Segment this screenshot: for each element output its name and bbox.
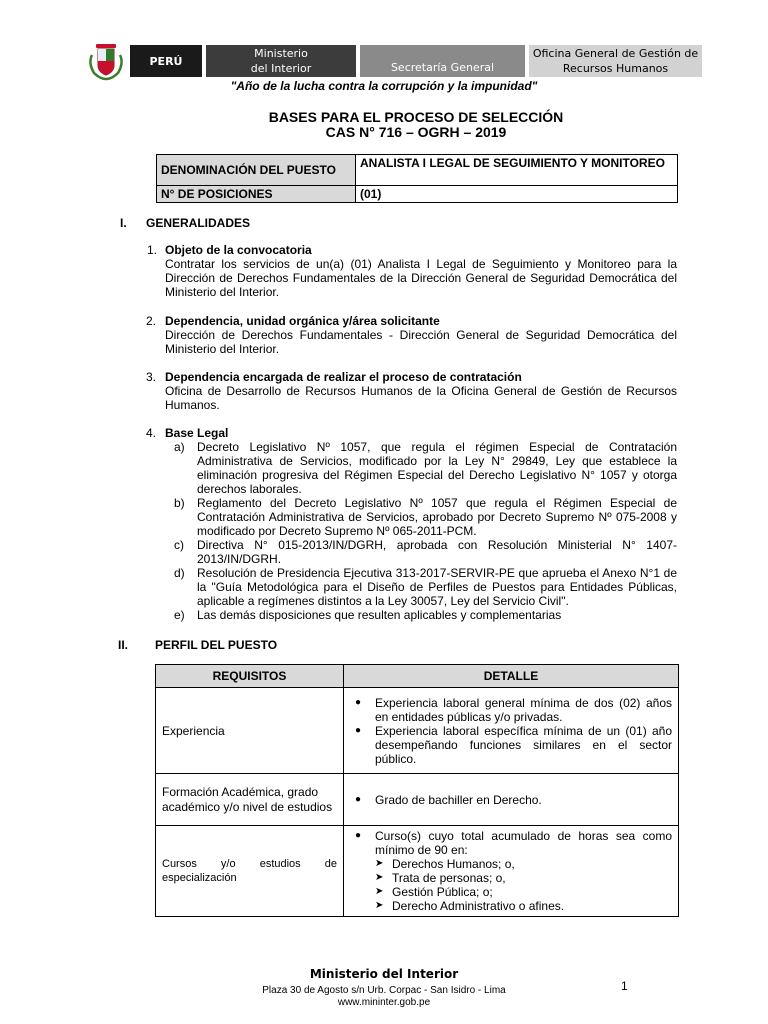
arrow-bullet-icon: ➤ bbox=[375, 886, 384, 897]
page-number: 1 bbox=[621, 979, 628, 993]
sub-item-letter: c) bbox=[174, 538, 184, 552]
item-number: 2. bbox=[146, 314, 157, 328]
section-heading-generalidades: GENERALIDADES bbox=[146, 216, 251, 230]
sub-item-text: Las demás disposiciones que resulten aplicables y complementarias bbox=[197, 608, 562, 622]
column-header-requisitos: REQUISITOS bbox=[156, 665, 344, 688]
table-row bbox=[156, 826, 679, 917]
document-subtitle: CAS N° 716 – OGRH – 2019 bbox=[325, 124, 507, 140]
position-name-value: ANALISTA I LEGAL DE SEGUIMIENTO Y MONITOREO bbox=[356, 155, 678, 186]
bullet-icon: ● bbox=[355, 724, 362, 736]
ministry-label: Ministerio del Interior bbox=[206, 45, 356, 77]
item-number: 3. bbox=[146, 370, 157, 384]
detail-bullet: ● Curso(s) cuyo total acumulado de horas sea como mínimo de 90 en: bbox=[355, 829, 672, 857]
sub-item-letter: e) bbox=[174, 608, 185, 622]
office-label: Oficina General de Gestión de Recursos Humanos bbox=[529, 45, 702, 77]
item-heading: Base Legal bbox=[165, 426, 229, 440]
arrow-bullet-icon: ➤ bbox=[375, 872, 384, 883]
arrow-bullet-icon: ➤ bbox=[375, 858, 384, 869]
detail-subitem: ➤ Derechos Humanos; o, bbox=[375, 857, 515, 871]
detail-subitem: ➤ Gestión Pública; o; bbox=[375, 885, 493, 899]
country-label: PERÚ bbox=[130, 45, 202, 77]
sub-item-letter: a) bbox=[174, 440, 185, 454]
bullet-icon: ● bbox=[355, 696, 362, 708]
footer-website-link[interactable]: www.mininter.gob.pe bbox=[337, 997, 431, 1008]
sub-item-letter: b) bbox=[174, 496, 185, 510]
requirement-cell: Cursos y/o estudios de especialización bbox=[156, 826, 344, 917]
secretariat-label: Secretaría General bbox=[360, 45, 525, 77]
item-text: Contratar los servicios de un(a) (01) Analista I Legal de Seguimiento y Monitoreo para la Dirección de Derechos Fundamentales de la Dirección General de Seguridad Democrática del Ministerio del Interior. bbox=[165, 257, 677, 299]
document-title: BASES PARA EL PROCESO DE SELECCIÓN bbox=[268, 109, 564, 125]
table-row bbox=[156, 774, 679, 826]
table-row bbox=[156, 688, 679, 774]
detail-cell bbox=[344, 774, 679, 826]
list-item bbox=[165, 370, 677, 412]
sub-item-text: Decreto Legislativo Nº 1057, que regula el régimen Especial de Contratación Administrativa de Servicios, modificado por la Ley N° 29849, Ley que establece la eliminación progresiva del Régimen Especial del Derecho Legislativo N° 1057 y otorga derechos laborales. bbox=[197, 440, 677, 496]
item-text: Oficina de Desarrollo de Recursos Humanos de la Oficina General de Gestión de Recursos Humanos. bbox=[165, 384, 677, 412]
requirement-cell: Experiencia bbox=[156, 688, 344, 774]
sub-item-text: Resolución de Presidencia Ejecutiva 313-2017-SERVIR-PE que aprueba el Anexo N°1 de la "Guía Metodológica para el Diseño de Perfiles de Puestos para Entidades Públicas, aplicable a regímenes distintos a la Ley 30057, Ley del Servicio Civil". bbox=[197, 566, 677, 608]
bullet-icon: ● bbox=[355, 830, 362, 841]
item-text: Dirección de Derechos Fundamentales - Dirección General de Seguridad Democrática del Ministerio del Interior. bbox=[165, 328, 677, 356]
arrow-bullet-icon: ➤ bbox=[375, 900, 384, 911]
item-number: 4. bbox=[146, 426, 157, 440]
positions-count-value: (01) bbox=[356, 186, 678, 203]
list-item bbox=[165, 314, 677, 356]
footer-address: Plaza 30 de Agosto s/n Urb. Corpac - San Isidro - Lima www.mininter.gob.pe bbox=[0, 985, 768, 1009]
item-heading: Dependencia, unidad orgánica y/área solicitante bbox=[165, 314, 440, 328]
position-name-label: DENOMINACIÓN DEL PUESTO bbox=[157, 155, 356, 186]
footer-title: Ministerio del Interior bbox=[309, 967, 459, 981]
detail-bullet: ● Experiencia laboral general mínima de dos (02) años en entidades públicas y/o privadas. bbox=[355, 695, 672, 724]
positions-count-label: N° DE POSICIONES bbox=[157, 186, 356, 203]
detail-subitem: ➤ Derecho Administrativo o afines. bbox=[375, 899, 565, 913]
sub-item-letter: d) bbox=[174, 566, 185, 580]
peru-coat-of-arms-icon bbox=[86, 41, 126, 81]
profile-table bbox=[155, 664, 679, 917]
detail-subitem: ➤ Trata de personas; o, bbox=[375, 871, 506, 885]
section-roman-2: II. bbox=[118, 638, 129, 652]
requirement-cell: Formación Académica, grado académico y/o nivel de estudios bbox=[156, 774, 344, 826]
bullet-icon: ● bbox=[355, 793, 362, 805]
sub-item-text: Reglamento del Decreto Legislativo Nº 1057 que regula el Régimen Especial de Contratación Administrativa de Servicios, aprobado por Decreto Supremo Nº 075-2008 y modificado por Decreto Supremo Nº 065-2011-PCM. bbox=[197, 496, 677, 538]
position-table bbox=[156, 154, 678, 203]
detail-bullet: ● Experiencia laboral específica mínima de un (01) año desempeñando funciones similares en el sector público. bbox=[355, 723, 672, 766]
item-heading: Objeto de la convocatoria bbox=[165, 243, 312, 257]
list-item bbox=[165, 243, 677, 299]
column-header-detalle: DETALLE bbox=[344, 665, 679, 688]
item-number: 1. bbox=[147, 243, 158, 257]
detail-cell bbox=[344, 826, 679, 917]
section-roman-1: I. bbox=[120, 216, 127, 230]
year-motto: "Año de la lucha contra la corrupción y la impunidad" bbox=[230, 79, 538, 93]
detail-cell bbox=[344, 688, 679, 774]
item-heading: Dependencia encargada de realizar el proceso de contratación bbox=[165, 370, 522, 384]
sub-item-text: Directiva N° 015-2013/IN/DGRH, aprobada con Resolución Ministerial N° 1407-2013/IN/DGRH. bbox=[197, 538, 677, 566]
detail-bullet: ● Grado de bachiller en Derecho. bbox=[355, 792, 542, 807]
section-heading-perfil: PERFIL DEL PUESTO bbox=[155, 638, 278, 652]
